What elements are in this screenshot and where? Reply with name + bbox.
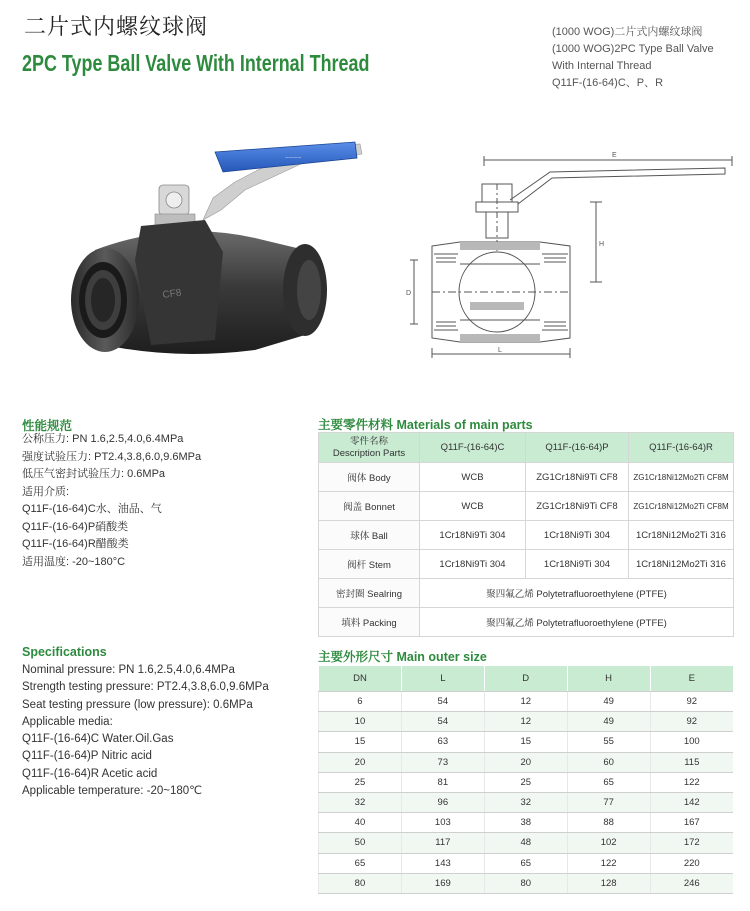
valve-dimension-drawing — [400, 142, 735, 364]
table-cell: 115 — [650, 752, 733, 772]
table-cell: 100 — [650, 732, 733, 752]
table-cell: 40 — [319, 813, 402, 833]
title-chinese: 二片式内螺纹球阀 — [24, 14, 209, 39]
column-header-r: Q11F-(16-64)R — [629, 433, 734, 463]
table-cell: 10 — [319, 712, 402, 732]
table-cell: ZG1Cr18Ni12Mo2Ti CF8M — [629, 463, 734, 492]
table-cell: 122 — [567, 853, 650, 873]
table-cell: 15 — [484, 732, 567, 752]
table-cell: 169 — [401, 873, 484, 893]
spec-line: 适用温度: -20~180°C — [22, 555, 126, 568]
table-row — [319, 492, 734, 521]
valve-product-image — [55, 140, 375, 370]
dim-label-e: E — [612, 152, 617, 159]
table-cell: 88 — [567, 813, 650, 833]
table-cell: 1Cr18Ni9Ti 304 — [420, 550, 526, 579]
part-name: 填料 Packing — [319, 608, 420, 637]
svg-text:~~~~: ~~~~ — [285, 155, 302, 162]
table-cell: 80 — [319, 873, 402, 893]
table-cell: 77 — [567, 792, 650, 812]
outer-size-table — [318, 666, 733, 894]
table-cell: 1Cr18Ni9Ti 304 — [526, 550, 629, 579]
part-name: 阀体 Body — [319, 463, 420, 492]
table-row — [319, 712, 734, 732]
spec-line: Seat testing pressure (low pressure): 0.6MPa — [22, 698, 253, 711]
table-row — [319, 463, 734, 492]
table-cell: 220 — [650, 853, 733, 873]
dim-label-d: D — [406, 290, 412, 297]
table-cell: 73 — [401, 752, 484, 772]
table-cell: 143 — [401, 853, 484, 873]
table-cell: 55 — [567, 732, 650, 752]
column-header-l: L — [401, 666, 484, 692]
table-row — [319, 873, 734, 893]
spec-line: Applicable media: — [22, 715, 113, 728]
spec-line: 低压气密封试验压力: 0.6MPa — [22, 468, 166, 480]
model-line: (1000 WOG)2PC Type Ball Valve — [552, 43, 714, 55]
column-header-h: H — [567, 666, 650, 692]
model-summary — [552, 24, 714, 92]
table-cell: 96 — [401, 792, 484, 812]
table-cell: 102 — [567, 833, 650, 853]
table-cell: 167 — [650, 813, 733, 833]
table-row — [319, 752, 734, 772]
table-cell: 50 — [319, 833, 402, 853]
outer-size-heading: 主要外形尺寸 Main outer size — [318, 650, 487, 664]
part-name: 密封圈 Sealring — [319, 579, 420, 608]
table-cell: 38 — [484, 813, 567, 833]
column-header-p: Q11F-(16-64)P — [526, 433, 629, 463]
spec-line: Q11F-(16-64)C Water.Oil.Gas — [22, 733, 174, 746]
dim-label-h: H — [599, 241, 605, 248]
table-cell: 25 — [484, 772, 567, 792]
table-cell: ZG1Cr18Ni9Ti CF8 — [526, 463, 629, 492]
spec-line: 公称压力: PN 1.6,2.5,4.0,6.4MPa — [22, 433, 184, 445]
table-row — [319, 792, 734, 812]
table-cell: 172 — [650, 833, 733, 853]
table-cell: 142 — [650, 792, 733, 812]
column-header-e: E — [650, 666, 733, 692]
spec-line: Q11F-(16-64)R醋酸类 — [22, 538, 129, 550]
svg-text:CF8: CF8 — [161, 287, 183, 301]
table-cell: ZG1Cr18Ni9Ti CF8 — [526, 492, 629, 521]
table-cell: 246 — [650, 873, 733, 893]
part-name: 球体 Ball — [319, 521, 420, 550]
table-row — [319, 732, 734, 752]
column-header-parts-cn: 零件名称 — [349, 435, 388, 447]
table-row — [319, 521, 734, 550]
specifications-heading: Specifications — [22, 645, 107, 659]
spec-line: 适用介质: — [22, 485, 70, 498]
table-row — [319, 772, 734, 792]
table-row — [319, 550, 734, 579]
table-cell: ZG1Cr18Ni12Mo2Ti CF8M — [629, 492, 734, 521]
spec-line: Q11F-(16-64)P硝酸类 — [22, 520, 129, 533]
table-cell: 聚四氟乙烯 Polytetrafluoroethylene (PTFE) — [420, 579, 734, 608]
table-cell: 49 — [567, 712, 650, 732]
table-cell: 32 — [319, 792, 402, 812]
table-header-row — [319, 666, 734, 692]
dim-label-l: L — [498, 347, 502, 354]
spec-line: Strength testing pressure: PT2.4,3.8,6.0,9.6MPa — [22, 681, 269, 694]
table-cell: 20 — [484, 752, 567, 772]
performance-list — [22, 431, 201, 571]
table-cell: 15 — [319, 732, 402, 752]
materials-heading: 主要零件材料 Materials of main parts — [318, 418, 533, 432]
table-row — [319, 853, 734, 873]
table-cell: 60 — [567, 752, 650, 772]
specifications-list — [22, 662, 269, 800]
table-cell: 65 — [567, 772, 650, 792]
spec-line: Q11F-(16-64)C水、油品、气 — [22, 503, 162, 515]
table-cell: 1Cr18Ni12Mo2Ti 316 — [629, 550, 734, 579]
table-cell: 92 — [650, 712, 733, 732]
table-cell: 49 — [567, 692, 650, 712]
outer-size-body — [319, 692, 734, 894]
table-cell: 65 — [484, 853, 567, 873]
table-cell: 103 — [401, 813, 484, 833]
table-cell: 80 — [484, 873, 567, 893]
model-line: (1000 WOG)二片式内螺纹球阀 — [552, 26, 703, 38]
model-line: Q11F-(16-64)C、P、R — [552, 77, 664, 89]
table-cell: 20 — [319, 752, 402, 772]
spec-line: Applicable temperature: -20~180℃ — [22, 785, 203, 798]
spec-line: Q11F-(16-64)P Nitric acid — [22, 750, 152, 763]
table-cell: 54 — [401, 712, 484, 732]
part-name: 阀盖 Bonnet — [319, 492, 420, 521]
table-cell: 1Cr18Ni9Ti 304 — [420, 521, 526, 550]
table-row — [319, 833, 734, 853]
model-line: With Internal Thread — [552, 60, 652, 72]
table-cell: 12 — [484, 712, 567, 732]
table-cell: 81 — [401, 772, 484, 792]
part-name: 阀杆 Stem — [319, 550, 420, 579]
table-cell: 6 — [319, 692, 402, 712]
table-row — [319, 692, 734, 712]
column-header-parts-en: Description Parts — [332, 447, 406, 459]
table-cell: 54 — [401, 692, 484, 712]
table-cell: 48 — [484, 833, 567, 853]
spec-line: 强度试验压力: PT2.4,3.8,6.0,9.6MPa — [22, 450, 202, 463]
spec-line: Nominal pressure: PN 1.6,2.5,4.0,6.4MPa — [22, 664, 235, 676]
column-header-dn: DN — [319, 666, 402, 692]
title-english: 2PC Type Ball Valve With Internal Thread — [22, 50, 370, 76]
table-cell: 32 — [484, 792, 567, 812]
table-cell: 12 — [484, 692, 567, 712]
table-cell: WCB — [420, 492, 526, 521]
column-header-d: D — [484, 666, 567, 692]
table-cell: 92 — [650, 692, 733, 712]
table-cell: 聚四氟乙烯 Polytetrafluoroethylene (PTFE) — [420, 608, 734, 637]
table-cell: 1Cr18Ni12Mo2Ti 316 — [629, 521, 734, 550]
table-row — [319, 608, 734, 637]
table-row — [319, 813, 734, 833]
table-cell: 1Cr18Ni9Ti 304 — [526, 521, 629, 550]
materials-table — [318, 432, 734, 637]
table-row — [319, 579, 734, 608]
table-cell: 25 — [319, 772, 402, 792]
table-cell: 65 — [319, 853, 402, 873]
table-cell: WCB — [420, 463, 526, 492]
table-cell: 128 — [567, 873, 650, 893]
performance-heading: 性能规范 — [22, 419, 73, 433]
table-header-row — [319, 433, 734, 463]
column-header-parts — [319, 433, 420, 463]
spec-line: Q11F-(16-64)R Acetic acid — [22, 767, 158, 780]
column-header-c: Q11F-(16-64)C — [420, 433, 526, 463]
table-cell: 117 — [401, 833, 484, 853]
table-cell: 63 — [401, 732, 484, 752]
table-cell: 122 — [650, 772, 733, 792]
